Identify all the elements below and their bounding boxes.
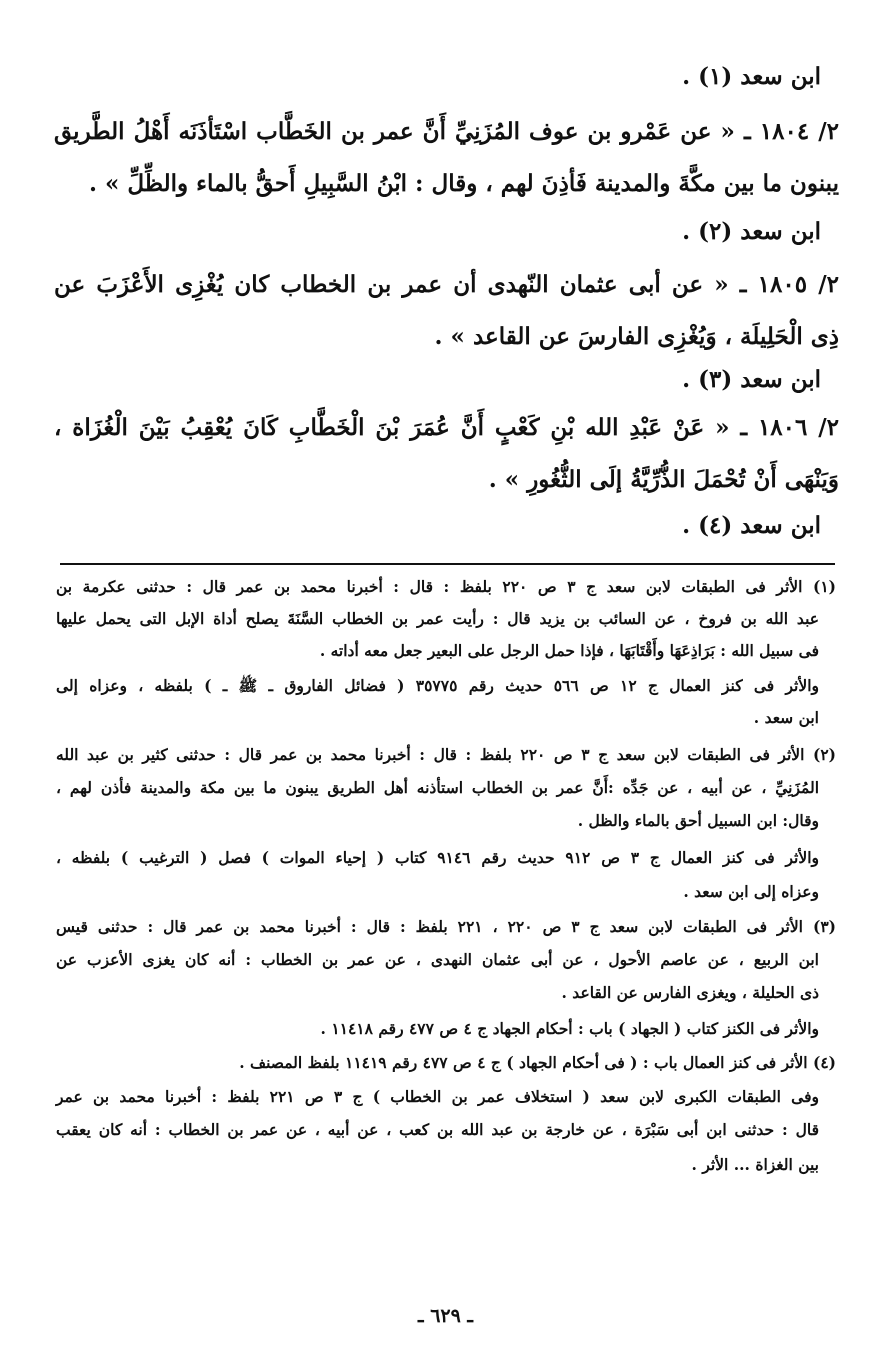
page-number: ـ ٦٢٩ ـ — [418, 1305, 473, 1327]
footnote-2-line: (٢) الأثر فى الطبقات لابن سعد ج ٣ ص ٢٢٠ بلفظ : قال : أخبرنا محمد بن عمر قال : حدثنى كثير بن عبد الله — [56, 745, 836, 764]
footnote-1-line: فى سبيل الله : بَرَاذِعَهَا وأَقْتَابَهَا ، فإذا حمل الرجل على البعير جعل معه أداته . — [319, 641, 819, 660]
footnote-3-line: والأثر فى الكنز كتاب ( الجهاد ) باب : أحكام الجهاد ج ٤ ص ٤٧٧ رقم ١١٤١٨ . — [320, 1019, 819, 1038]
source-reference: ابن سعد (٣) . — [682, 366, 821, 393]
footnote-2-line: المُزَنِيِّ ، عن أبيه ، عن جَدِّه :أَنَّ عمر بن الخطاب استأذنه أهل الطريق يبنون ما بين مكة والمدينة فأذن لهم ، — [56, 778, 819, 797]
footnote-3-line: ذى الحليلة ، ويغزى الفارس عن القاعد . — [561, 983, 819, 1002]
hadith-1804-line-1: ٢/ ١٨٠٤ ـ « عن عَمْرو بن عوف المُزَنِيِّ أَنَّ عمر بن الخَطَّاب اسْتَأذَنَه أَهْلُ الطَّريق — [54, 118, 839, 145]
source-reference: ابن سعد (١) . — [682, 63, 821, 90]
source-reference: ابن سعد (٢) . — [682, 218, 821, 245]
hadith-1805-line-2: ذِى الْحَلِيلَة ، وَيُغْزِى الفارسَ عن القاعد » . — [434, 323, 839, 350]
footnote-4-line: وفى الطبقات الكبرى لابن سعد ( استخلاف عمر بن الخطاب ) ج ٣ ص ٢٢١ بلفظ : أخبرنا محمد بن عمر — [56, 1087, 819, 1106]
hadith-1806-line-2: وَيَنْهَى أَنْ تُحْمَلَ الذُّرِّيَّةُ إلَى الثُّغُورِ » . — [488, 466, 839, 493]
footnote-1-line: (١) الأثر فى الطبقات لابن سعد ج ٣ ص ٢٢٠ بلفظ : قال : أخبرنا محمد بن عمر قال : حدثنى عكرمة بن — [56, 577, 836, 596]
footnote-4-line: قال : حدثنى ابن أبى سَبْرَة ، عن خارجة بن عبد الله بن كعب ، عن أبيه ، عن عمر بن الخطاب : أنه كان يعقب — [56, 1120, 819, 1139]
source-reference: ابن سعد (٤) . — [682, 512, 821, 539]
footnote-divider — [60, 563, 835, 565]
hadith-1804-line-2: يبنون ما بين مكَّةَ والمدينة فَأذِنَ لهم ، وقال : ابْنُ السَّبِيلِ أَحقُّ بالماء والظِّلِّ » . — [88, 170, 839, 197]
footnote-4-line: بين الغزاة ... الأثر . — [691, 1155, 819, 1174]
footnote-3-line: (٣) الأثر فى الطبقات لابن سعد ج ٣ ص ٢٢٠ ، ٢٢١ بلفظ : قال : أخبرنا محمد بن عمر قال : حدثنى قيس — [56, 917, 836, 936]
footnote-4-line: (٤) الأثر فى كنز العمال باب : ( فى أحكام الجهاد ) ج ٤ ص ٤٧٧ رقم ١١٤١٩ بلفظ المصنف . — [239, 1053, 836, 1072]
footnote-2-line: وقال: ابن السبيل أحق بالماء والظل . — [577, 811, 819, 830]
hadith-1806-line-1: ٢/ ١٨٠٦ ـ « عَنْ عَبْدِ الله بْنِ كَعْبٍ أَنَّ عُمَرَ بْنَ الْخَطَّابِ كَانَ يُعْقِبُ بَيْنَ الْغُزَاة ، — [54, 414, 839, 441]
hadith-1805-line-1: ٢/ ١٨٠٥ ـ « عن أبى عثمان النّهدى أن عمر بن الخطاب كان يُغْزِى الأَعْزَبَ عن — [54, 271, 839, 298]
footnote-1-line: والأثر فى كنز العمال ج ١٢ ص ٥٦٦ حديث رقم ٣٥٧٧٥ ( فضائل الفاروق ـ ﷺ ـ ) بلفظه ، وعزاه إلى — [56, 676, 819, 695]
footnote-3-line: ابن الربيع ، عن عاصم الأحول ، عن أبى عثمان النهدى ، عن عمر بن الخطاب : أنه كان يغزى الأعزب عن — [56, 950, 819, 969]
footnote-1-line: عبد الله بن فروخ ، عن السائب بن يزيد قال : رأيت عمر بن الخطاب السَّنَةَ يصلح أداة الإبل التى يحمل عليها — [56, 609, 819, 628]
footnote-1-line: ابن سعد . — [753, 708, 819, 727]
footnote-2-line: وعزاه إلى ابن سعد . — [683, 882, 819, 901]
footnote-2-line: والأثر فى كنز العمال ج ٣ ص ٩١٢ حديث رقم ٩١٤٦ كتاب ( إحياء الموات ) فصل ( الترغيب ) بلفظه ، — [56, 848, 819, 867]
